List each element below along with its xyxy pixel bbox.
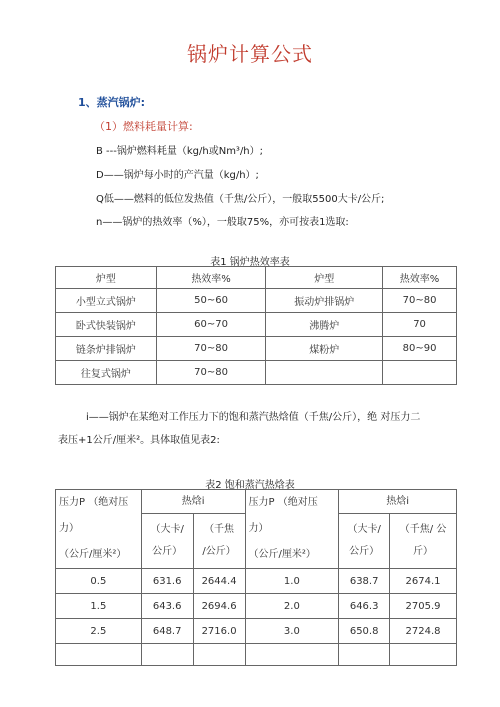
pressure-header-cell — [56, 490, 142, 569]
unit-header-cell — [390, 514, 457, 569]
table-cell: 80~90 — [383, 337, 457, 361]
unit-header-cell — [193, 514, 245, 569]
table-cell: 70 — [383, 313, 457, 337]
table-cell: 643.6 — [141, 594, 193, 619]
paragraph-line: i——锅炉在某绝对工作压力下的饱和蒸汽热焓值（千焦/公斤），绝 对压力二 — [86, 412, 421, 423]
pressure-header-cell — [245, 490, 339, 569]
table-cell: 646.3 — [339, 594, 390, 619]
pressure-header-line: （公斤/厘米²） — [59, 549, 127, 560]
table-cell — [390, 644, 457, 666]
definition-line: Q低——燃料的低位发热值（千焦/公斤），一般取5500大卡/公斤; — [96, 194, 385, 205]
pressure-header-line: 压力P （绝对压 — [59, 497, 129, 508]
table-cell: 3.0 — [245, 619, 339, 644]
table-cell: 70~80 — [156, 337, 266, 361]
table-cell: 2724.8 — [390, 619, 457, 644]
table-cell: 1.0 — [245, 569, 339, 594]
enthalpy-header-cell: 热焓i — [339, 490, 457, 514]
table1-caption: 表1 锅炉热效率表 — [210, 257, 290, 268]
table-cell: 2644.4 — [193, 569, 245, 594]
unit-line: （千焦 — [204, 524, 235, 536]
enthalpy-header-cell: 热焓i — [141, 490, 245, 514]
table-cell: 小型立式锅炉 — [56, 289, 157, 313]
steam-enthalpy-table — [55, 489, 457, 666]
unit-line: 斤） — [413, 546, 434, 558]
table-cell: 1.5 — [56, 594, 142, 619]
table-cell: 70~80 — [156, 361, 266, 385]
boiler-efficiency-table — [55, 266, 457, 385]
table-cell: 2705.9 — [390, 594, 457, 619]
pressure-header-line: 力） — [248, 523, 269, 534]
table-cell: 70~80 — [383, 289, 457, 313]
definition-line: D——锅炉每小时的产汽量（kg/h）; — [96, 170, 259, 181]
table-row — [56, 361, 457, 385]
table-cell: 2.5 — [56, 619, 142, 644]
table-cell: 2.0 — [245, 594, 339, 619]
table-row — [56, 313, 457, 337]
table-cell: 2716.0 — [193, 619, 245, 644]
table-header-cell: 热效率% — [383, 267, 457, 289]
unit-line: /公斤） — [202, 546, 236, 558]
unit-line: （千焦/ 公 — [399, 524, 447, 536]
table-cell — [383, 361, 457, 385]
table-cell: 链条炉排锅炉 — [56, 337, 157, 361]
table-cell: 卧式快装锅炉 — [56, 313, 157, 337]
table-row — [56, 594, 457, 619]
definition-line: n——锅炉的热效率（%），一般取75%，亦可按表1选取: — [96, 217, 349, 228]
unit-header-cell — [141, 514, 193, 569]
table-row — [56, 619, 457, 644]
table-header-cell: 炉型 — [266, 267, 383, 289]
unit-line: 公斤） — [152, 546, 183, 558]
table-cell: 沸腾炉 — [266, 313, 383, 337]
table-cell — [339, 644, 390, 666]
table-cell: 0.5 — [56, 569, 142, 594]
unit-line: （大卡/ — [150, 524, 184, 536]
section-heading: 1、蒸汽锅炉: — [78, 96, 146, 109]
table-row — [56, 337, 457, 361]
table-row — [56, 289, 457, 313]
table-row — [56, 644, 457, 666]
table-cell: 631.6 — [141, 569, 193, 594]
table-cell: 50~60 — [156, 289, 266, 313]
pressure-header-line: （公斤/厘米²） — [248, 549, 316, 560]
table-cell: 振动炉排锅炉 — [266, 289, 383, 313]
table-header-cell: 热效率% — [156, 267, 266, 289]
table-cell: 650.8 — [339, 619, 390, 644]
table-cell: 60~70 — [156, 313, 266, 337]
subsection-heading: （1）燃料耗量计算: — [94, 120, 193, 133]
table-cell — [266, 361, 383, 385]
pressure-header-line: 压力P （绝对压 — [248, 497, 318, 508]
table-cell — [56, 644, 142, 666]
unit-header-cell — [339, 514, 390, 569]
table-header-cell: 炉型 — [56, 267, 157, 289]
paragraph-line: 表压+1公斤/厘米²。具体取值见表2: — [58, 435, 220, 446]
table-cell: 往复式锅炉 — [56, 361, 157, 385]
table-row — [56, 569, 457, 594]
table-cell: 2674.1 — [390, 569, 457, 594]
page-title: 锅炉计算公式 — [187, 42, 313, 66]
table2-caption: 表2 饱和蒸汽热焓表 — [205, 480, 295, 491]
unit-line: （大卡/ — [347, 524, 381, 536]
table-cell — [245, 644, 339, 666]
table-cell: 648.7 — [141, 619, 193, 644]
table-cell: 2694.6 — [193, 594, 245, 619]
unit-line: 公斤） — [349, 546, 380, 558]
table-cell: 煤粉炉 — [266, 337, 383, 361]
table-cell — [193, 644, 245, 666]
table-cell — [141, 644, 193, 666]
pressure-header-line: 力） — [59, 523, 79, 534]
definition-line: B ---锅炉燃料耗量（kg/h或Nm³/h）; — [96, 146, 264, 157]
table-cell: 638.7 — [339, 569, 390, 594]
